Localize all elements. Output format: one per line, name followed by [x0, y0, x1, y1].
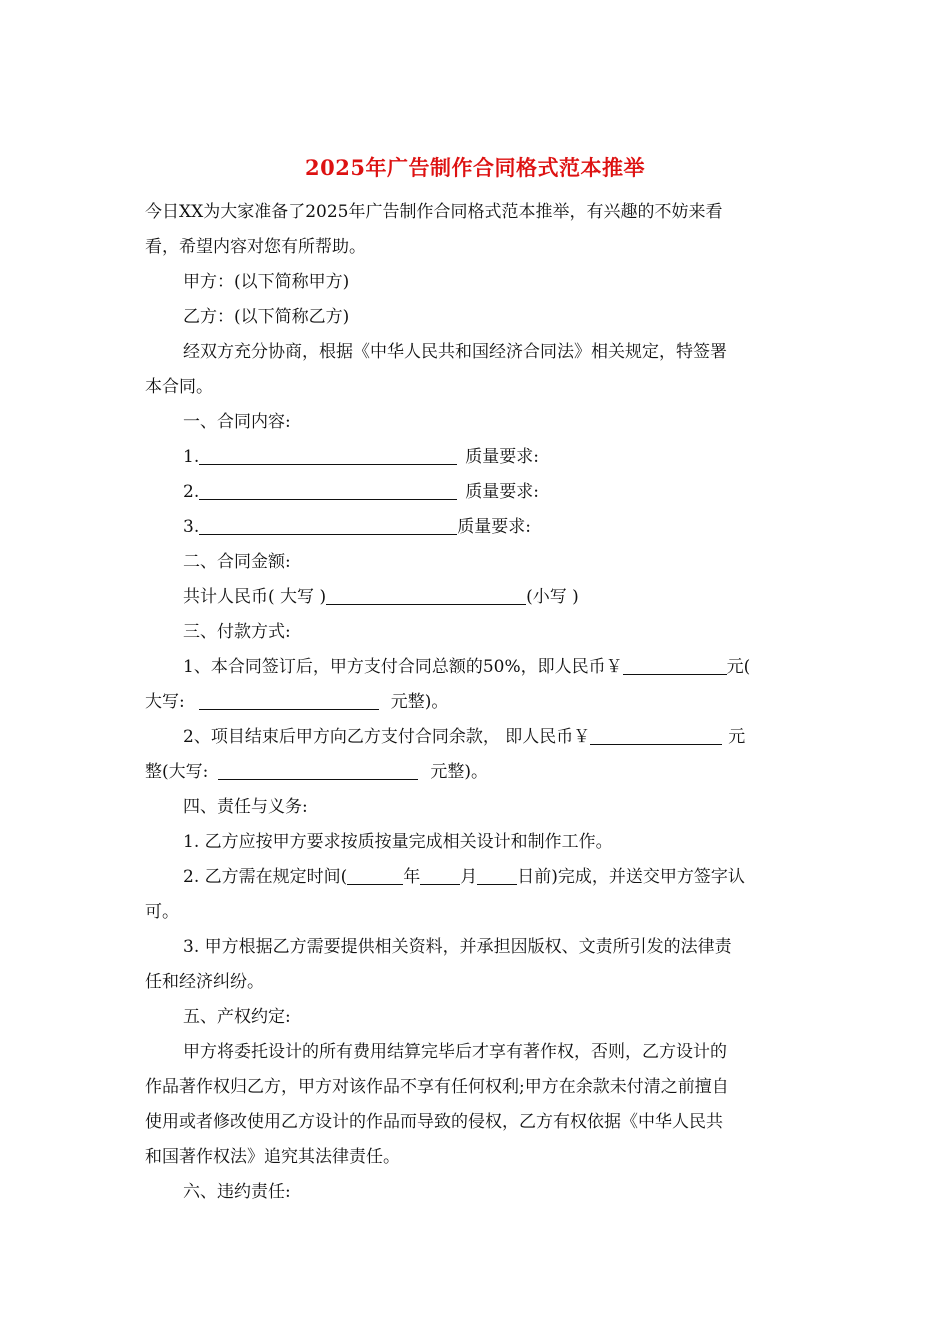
fill-blank [590, 722, 722, 745]
amount-line [145, 580, 807, 615]
document-title: 2025年广告制作合同格式范本推举 [305, 155, 645, 180]
fill-blank [199, 477, 457, 500]
payment-2-caps-label: 整(大写: [145, 762, 209, 782]
duty-3-line-1: 3. 甲方根据乙方需要提供相关资料，并承担因版权、文责所引发的法律责 [183, 937, 732, 957]
payment-1-line-2 [145, 685, 807, 720]
content-item-2 [145, 475, 807, 510]
payment-1-text: 1、本合同签订后，甲方支付合同总额的50%，即人民币￥ [183, 657, 623, 677]
duty-2-line-1 [145, 860, 807, 895]
section-3-heading: 三、付款方式: [183, 622, 291, 642]
section-6-heading: 六、违约责任: [183, 1182, 291, 1202]
amount-prefix: 共计人民币( 大写 ) [183, 587, 327, 607]
day-label: 日前)完成，并送交甲方签字认 [517, 867, 745, 887]
amount-suffix: (小写 ) [526, 587, 579, 607]
section-2-heading: 二、合同金额: [183, 552, 291, 572]
payment-2-line-2 [145, 755, 807, 790]
duty-2-line-2: 可。 [145, 902, 179, 922]
fill-blank [623, 652, 727, 675]
year-label: 年 [403, 867, 421, 887]
fill-blank [199, 442, 457, 465]
ip-line-2: 作品著作权归乙方，甲方对该作品不享有任何权利;甲方在余款未付清之前擅自 [145, 1077, 729, 1097]
duty-3-line-2: 任和经济纠纷。 [145, 972, 264, 992]
content-item-3 [145, 510, 807, 545]
party-a-line: 甲方：(以下简称甲方) [183, 272, 350, 292]
fill-blank [199, 687, 379, 710]
quality-label: 质量要求: [465, 447, 539, 467]
document-body [145, 195, 807, 1210]
payment-1-caps-label: 大写: [145, 692, 185, 712]
section-4-heading: 四、责任与义务: [183, 797, 308, 817]
section-1-heading: 一、合同内容: [183, 412, 291, 432]
payment-2-text: 2、项目结束后甲方向乙方支付合同余款， 即人民币￥ [183, 727, 591, 747]
quality-label: 质量要求: [457, 517, 531, 537]
preamble-line-2: 本合同。 [145, 377, 213, 397]
payment-2-unit: 元 [728, 727, 746, 747]
item-number: 1. [183, 447, 200, 467]
year-blank [347, 862, 403, 885]
payment-2-caps-unit: 元整)。 [430, 762, 489, 782]
month-blank [420, 862, 460, 885]
section-5-heading: 五、产权约定: [183, 1007, 291, 1027]
month-label: 月 [460, 867, 478, 887]
fill-blank [199, 512, 457, 535]
payment-1-line-1 [145, 650, 807, 685]
item-number: 2. [183, 482, 200, 502]
payment-2-line-1 [145, 720, 807, 755]
intro-line-2: 看，希望内容对您有所帮助。 [145, 237, 366, 257]
item-number: 3. [183, 517, 200, 537]
ip-line-1: 甲方将委托设计的所有费用结算完毕后才享有著作权，否则，乙方设计的 [183, 1042, 727, 1062]
ip-line-4: 和国著作权法》追究其法律责任。 [145, 1147, 400, 1167]
quality-label: 质量要求: [465, 482, 539, 502]
fill-blank [326, 582, 526, 605]
content-item-1 [145, 440, 807, 475]
payment-1-unit: 元( [726, 657, 751, 677]
duty-1: 1. 乙方应按甲方要求按质按量完成相关设计和制作工作。 [183, 832, 613, 852]
intro-line-1: 今日XX为大家准备了2025年广告制作合同格式范本推举，有兴趣的不妨来看 [145, 202, 723, 222]
party-b-line: 乙方：(以下简称乙方) [183, 307, 350, 327]
payment-1-caps-unit: 元整)。 [390, 692, 449, 712]
day-blank [477, 862, 517, 885]
duty-2-text: 2. 乙方需在规定时间( [183, 867, 348, 887]
fill-blank [218, 757, 418, 780]
ip-line-3: 使用或者修改使用乙方设计的作品而导致的侵权，乙方有权依据《中华人民共 [145, 1112, 723, 1132]
preamble-line-1: 经双方充分协商，根据《中华人民共和国经济合同法》相关规定，特签署 [183, 342, 727, 362]
